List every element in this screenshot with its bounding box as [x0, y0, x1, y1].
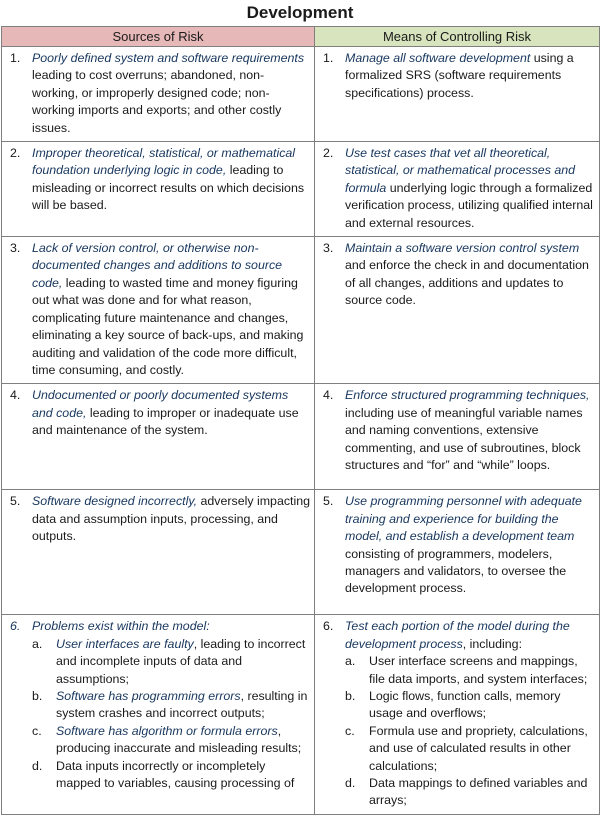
control-emphasis: Use test cases that vet all theoretical, statistical, or mathematical processes and formula	[345, 146, 576, 195]
item-number: 5.	[323, 494, 334, 509]
item-number: 2.	[323, 146, 334, 161]
sub-emphasis: User interfaces are faulty	[56, 636, 194, 651]
item-number: 4.	[323, 388, 334, 403]
risk-cell	[2, 237, 315, 384]
list-item	[32, 688, 310, 723]
page-title: Development	[246, 3, 354, 22]
risk-text: leading to misleading or incorrect results on which decisions will be based.	[32, 163, 305, 213]
header-row	[2, 27, 600, 47]
control-text: consisting of programmers, modelers, managers and validators, to oversee the development process.	[345, 546, 567, 596]
risk-emphasis: Lack of version control, or otherwise non-documented changes and additions to source code,	[32, 241, 283, 290]
list-item	[32, 636, 310, 688]
item-number: 6.	[323, 619, 334, 634]
control-emphasis: Test each portion of the model during the development process	[345, 619, 570, 651]
item-number: 1.	[323, 51, 334, 65]
risk-cell	[2, 490, 315, 615]
sub-letter: b.	[345, 688, 356, 703]
risk-cell	[2, 615, 315, 814]
risk-table	[1, 26, 600, 815]
sub-letter: c.	[32, 723, 42, 738]
list-item	[345, 723, 595, 775]
item-number: 5.	[10, 494, 21, 509]
sub-emphasis: Software has programming errors	[56, 688, 241, 703]
control-cell	[315, 615, 600, 814]
risk-emphasis: Undocumented or poorly documented systems and code,	[32, 388, 289, 420]
sub-letter: a.	[345, 654, 356, 669]
control-emphasis: Manage all software development	[345, 51, 531, 65]
risk-text: leading to wasted time and money figuring out what was done and for what reason, complicating future maintenance and changes, eliminating a key source of back-ups, and making auditing and validation of the code more difficult, time consuming, and costly.	[32, 275, 304, 377]
item-number: 2.	[10, 146, 21, 161]
control-text: underlying logic through a formalized verification process, utilizing qualified internal and external resources.	[345, 180, 593, 230]
sub-text: , leading to incorrect and incomplete inputs of data and assumptions;	[56, 636, 306, 686]
item-number: 6.	[10, 619, 21, 634]
sub-text: Logic flows, function calls, memory usage and overflows;	[369, 688, 561, 721]
sub-letter: b.	[32, 688, 43, 703]
header-sources-of-risk: Sources of Risk	[2, 27, 315, 47]
table-row	[2, 47, 600, 142]
list-item	[32, 723, 310, 758]
control-cell	[315, 384, 600, 490]
sub-emphasis: Software has algorithm or formula errors	[56, 723, 278, 738]
sub-text: User interface screens and mappings, file data imports, and system interfaces;	[369, 654, 588, 686]
risk-emphasis: Improper theoretical, statistical, or mathematical foundation underlying logic in code,	[32, 146, 296, 178]
header-means-of-controlling-risk: Means of Controlling Risk	[315, 27, 600, 47]
sub-text: , resulting in system crashes and incorrect outputs;	[56, 688, 308, 721]
sub-text: Data inputs incorrectly or incompletely mapped to variables, causing processing of	[56, 758, 295, 790]
list-item	[345, 653, 595, 688]
table-row	[2, 237, 600, 384]
item-number: 1.	[10, 51, 21, 65]
list-item	[32, 758, 310, 793]
control-emphasis: Use programming personnel with adequate training and experience for building the model, and establish a development team	[345, 494, 582, 544]
control-cell	[315, 142, 600, 237]
control-cell	[315, 47, 600, 142]
item-number: 3.	[323, 241, 334, 256]
sub-text: Data mappings to defined variables and arrays;	[369, 775, 588, 808]
table-row	[2, 142, 600, 237]
risk-emphasis: Poorly defined system and software requirements	[32, 51, 305, 65]
control-cell	[315, 490, 600, 615]
table-row	[2, 615, 600, 814]
sub-letter: a.	[32, 636, 43, 651]
risk-text: leading to cost overruns; abandoned, non-working, or improperly designed code; non-working imports and exports; and other costly issues.	[32, 68, 282, 135]
sub-letter: d.	[32, 758, 43, 773]
risk-emphasis: Problems exist within the model:	[32, 619, 210, 634]
sub-text: , producing inaccurate and misleading results;	[56, 723, 302, 756]
risk-cell	[2, 47, 315, 142]
risk-emphasis: Software designed incorrectly,	[32, 494, 198, 509]
sub-letter: d.	[345, 775, 356, 790]
control-emphasis: Enforce structured programming techniques,	[345, 388, 590, 403]
list-item	[345, 775, 595, 810]
risk-cell	[2, 384, 315, 490]
risk-text: adversely impacting data and assumption inputs, processing, and outputs.	[32, 494, 311, 544]
control-text: including use of meaningful variable names and naming conventions, extensive commenting, and use of subroutines, block structures and “for” and “while” loops.	[345, 405, 583, 472]
table-row	[2, 490, 600, 615]
control-emphasis: Maintain a software version control system	[345, 241, 580, 256]
control-text: , including:	[462, 636, 523, 651]
item-number: 4.	[10, 388, 21, 403]
sub-text: Formula use and propriety, calculations, and use of calculated results in other calculations;	[369, 723, 588, 773]
control-cell	[315, 237, 600, 384]
risk-text: leading to improper or inadequate use and maintenance of the system.	[32, 405, 299, 438]
table-row	[2, 384, 600, 490]
item-number: 3.	[10, 241, 21, 256]
sub-letter: c.	[345, 723, 355, 738]
list-item	[345, 688, 595, 723]
control-text: using a formalized SRS (software requirements specifications) process.	[345, 51, 574, 100]
risk-cell	[2, 142, 315, 237]
control-text: and enforce the check in and documentation of all changes, additions and updates to source code.	[345, 258, 589, 308]
